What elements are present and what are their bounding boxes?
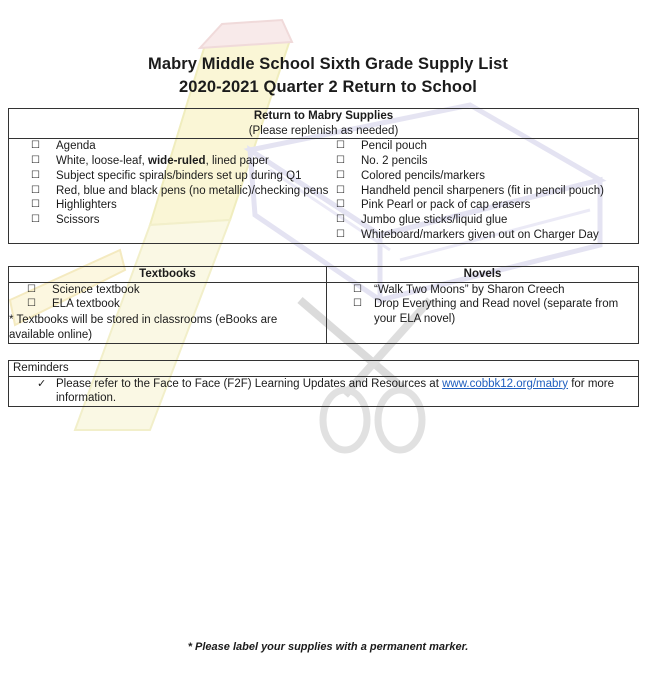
list-item: ☐ Pencil pouch [336, 140, 427, 153]
textbooks-header: Textbooks [9, 267, 327, 283]
checkbox-icon: ☐ [336, 169, 345, 181]
supplies-header: Return to Mabry Supplies [253, 110, 394, 122]
supplies-header-cell [9, 109, 639, 139]
books-table [8, 266, 639, 344]
reminders-body [9, 376, 639, 406]
checkbox-icon: ☐ [31, 140, 40, 152]
checkbox-icon: ☐ [27, 298, 36, 310]
list-item: ☐ Jumbo glue sticks/liquid glue [336, 213, 508, 226]
reminder-item: ✓ Please refer to the Face to Face (F2F) Learning Updates and Resources at www.cobbk12.org/mabry for more information. [37, 376, 615, 405]
novels-header: Novels [327, 267, 639, 283]
checkbox-icon: ☐ [31, 155, 40, 167]
list-item: ☐ White, loose-leaf, wide-ruled, lined paper [31, 155, 269, 168]
wide-ruled-emphasis: wide-ruled [148, 155, 206, 168]
textbooks-note: * Textbooks will be stored in classrooms (eBooks are available online) [9, 314, 278, 341]
checkbox-icon: ☐ [31, 199, 40, 211]
list-item: ☐ Drop Everything and Read novel (separate from your ELA novel) [353, 298, 619, 326]
checkbox-icon: ☐ [31, 213, 40, 225]
supplies-table [8, 108, 639, 244]
checkbox-icon: ☐ [27, 283, 36, 295]
list-item: ☐ Subject specific spirals/binders set up during Q1 [31, 169, 302, 182]
checkmark-icon: ✓ [37, 376, 47, 390]
list-item: ☐ Scissors [31, 213, 100, 226]
checkbox-icon: ☐ [353, 298, 362, 310]
checkbox-icon: ☐ [336, 155, 345, 167]
checkbox-icon: ☐ [353, 283, 362, 295]
checkbox-icon: ☐ [336, 213, 345, 225]
supplies-subheader: (Please replenish as needed) [248, 124, 399, 137]
list-item: ☐ Pink Pearl or pack of cap erasers [336, 199, 531, 212]
list-item: ☐ ELA textbook [27, 298, 120, 311]
textbooks-column [9, 282, 327, 343]
checkbox-icon: ☐ [336, 184, 345, 196]
checkbox-icon: ☐ [336, 140, 345, 152]
list-item: ☐ Handheld pencil sharpeners (fit in pencil pouch) [336, 184, 604, 197]
supplies-right-column [336, 139, 639, 244]
page-subtitle: 2020-2021 Quarter 2 Return to School [179, 78, 477, 96]
list-item: ☐ Agenda [31, 140, 96, 153]
list-item: ☐ Whiteboard/markers given out on Charger Day [336, 228, 599, 241]
list-item: ☐ No. 2 pencils [336, 155, 428, 168]
list-item: ☐ Highlighters [31, 199, 117, 212]
reminders-header: Reminders [9, 361, 639, 377]
checkbox-icon: ☐ [31, 184, 40, 196]
list-item: ☐ Science textbook [27, 283, 140, 296]
footer-note: * Please label your supplies with a permanent marker. [187, 641, 469, 653]
list-item: ☐ “Walk Two Moons” by Sharon Creech [353, 283, 565, 296]
page-title: Mabry Middle School Sixth Grade Supply List [147, 55, 509, 73]
mabry-website-link[interactable]: www.cobbk12.org/mabry [442, 377, 569, 390]
supplies-left-column [9, 139, 340, 244]
list-item: ☐ Red, blue and black pens (no metallic)/checking pens [31, 184, 329, 197]
novels-column [327, 282, 639, 343]
list-item: ☐ Colored pencils/markers [336, 169, 485, 182]
checkbox-icon: ☐ [336, 228, 345, 240]
reminders-table [8, 360, 639, 407]
checkbox-icon: ☐ [336, 199, 345, 211]
checkbox-icon: ☐ [31, 169, 40, 181]
